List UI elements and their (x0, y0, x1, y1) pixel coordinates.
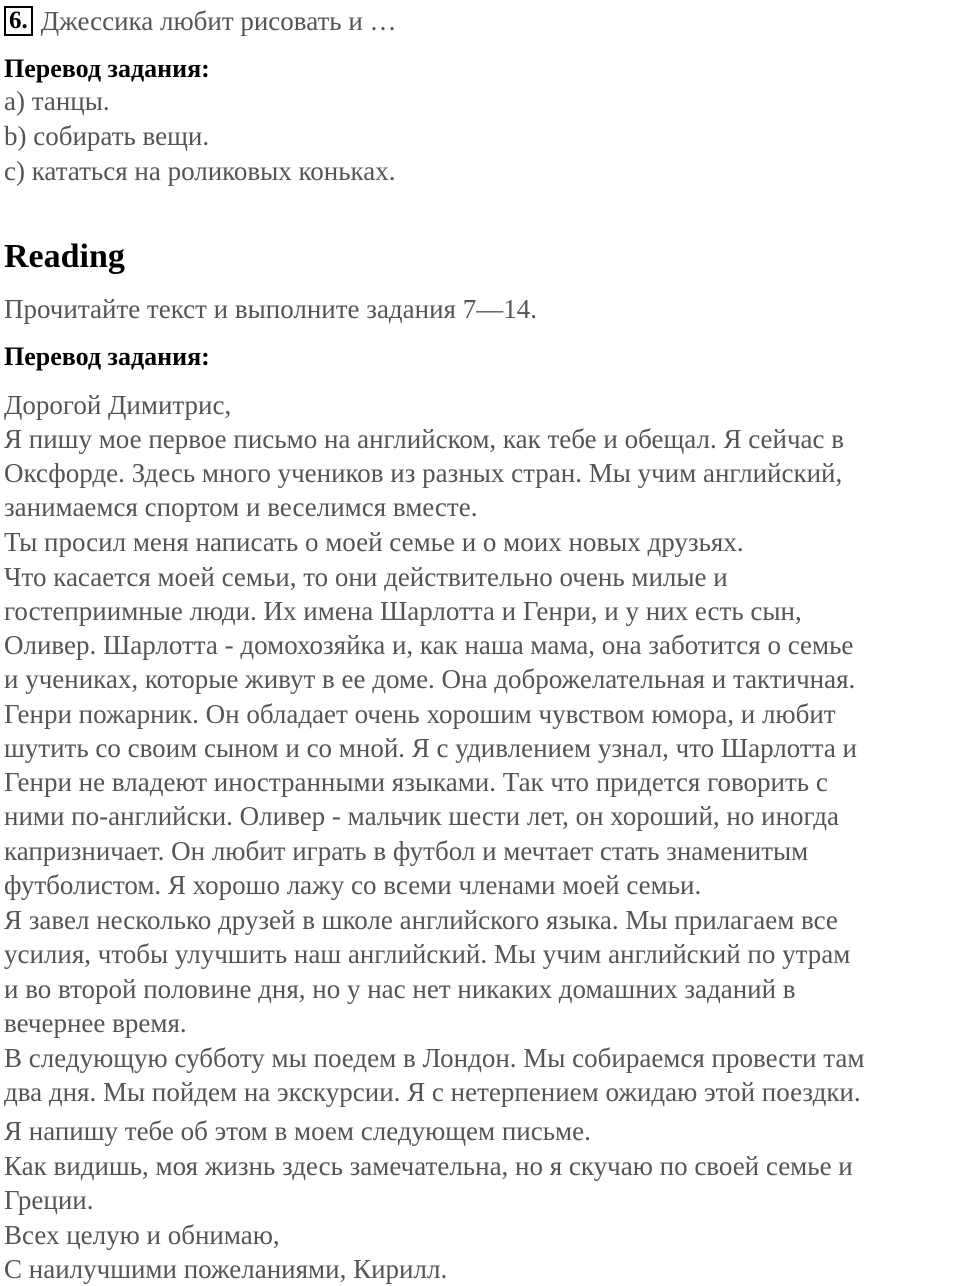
letter-line: Греции. (4, 1185, 94, 1215)
letter-line: усилия, чтобы улучшить наш английский. Мы учим английский по утрам (4, 939, 851, 969)
letter-line: вечернее время. (4, 1008, 187, 1038)
letter-line: два дня. Мы пойдем на экскурсии. Я с нетерпением ожидаю этой поездки. (4, 1077, 861, 1107)
letter-line: Что касается моей семьи, то они действительно очень милые и (4, 562, 728, 592)
task-6-translation-heading: Перевод задания: (4, 54, 210, 83)
letter-line: Дорогой Димитрис, (4, 390, 232, 420)
letter-line: Как видишь, моя жизнь здесь замечательна, но я скучаю по своей семье и (4, 1151, 853, 1181)
task-6-option-a: a) танцы. (4, 86, 110, 116)
letter-line: капризничает. Он любит играть в футбол и мечтает стать знаменитым (4, 836, 809, 866)
letter-line: и во второй половине дня, но у нас нет никаких домашних заданий в (4, 974, 796, 1004)
letter-line: Я напишу тебе об этом в моем следующем письме. (4, 1116, 591, 1146)
letter-line: и учениках, которые живут в ее доме. Она доброжелательная и тактичная. (4, 664, 856, 694)
letter-line: Всех целую и обнимаю, (4, 1220, 280, 1250)
task-6-option-b: b) собирать вещи. (4, 121, 210, 151)
letter-line: Я завел несколько друзей в школе английского языка. Мы прилагаем все (4, 905, 838, 935)
reading-instruction: Прочитайте текст и выполните задания 7—14. (4, 294, 537, 324)
letter-line: Ты просил меня написать о моей семье и о моих новых друзьях. (4, 527, 744, 557)
letter-line: Оксфорде. Здесь много учеников из разных стран. Мы учим английский, (4, 458, 843, 488)
letter-line: футболистом. Я хорошо лажу со всеми членами моей семьи. (4, 870, 702, 900)
letter-line: ними по-английски. Оливер - мальчик шести лет, он хороший, но иногда (4, 801, 839, 831)
letter-line: шутить со своим сыном и со мной. Я с удивлением узнал, что Шарлотта и (4, 733, 858, 763)
task-6-text: Джессика любит рисовать и … (40, 5, 397, 36)
reading-translation-heading: Перевод задания: (4, 342, 210, 371)
letter-line: Генри пожарник. Он обладает очень хорошим чувством юмора, и любит (4, 699, 836, 729)
task-6-option-c: c) кататься на роликовых коньках. (4, 156, 396, 186)
task-number-badge: 6. (4, 6, 33, 36)
task-6-line (4, 4, 397, 38)
letter-line: В следующую субботу мы поедем в Лондон. Мы собираемся провести там (4, 1043, 865, 1073)
letter-line: Генри не владеют иностранными языками. Так что придется говорить с (4, 767, 828, 797)
letter-line: Оливер. Шарлотта - домохозяйка и, как наша мама, она заботится о семье (4, 630, 854, 660)
letter-line: гостеприимные люди. Их имена Шарлотта и Генри, и у них есть сын, (4, 596, 802, 626)
letter-line: Я пишу мое первое письмо на английском, как тебе и обещал. Я сейчас в (4, 424, 844, 454)
reading-section-title: Reading (4, 238, 125, 275)
letter-line: занимаемся спортом и веселимся вместе. (4, 492, 478, 522)
letter-line: С наилучшими пожеланиями, Кирилл. (4, 1254, 448, 1284)
